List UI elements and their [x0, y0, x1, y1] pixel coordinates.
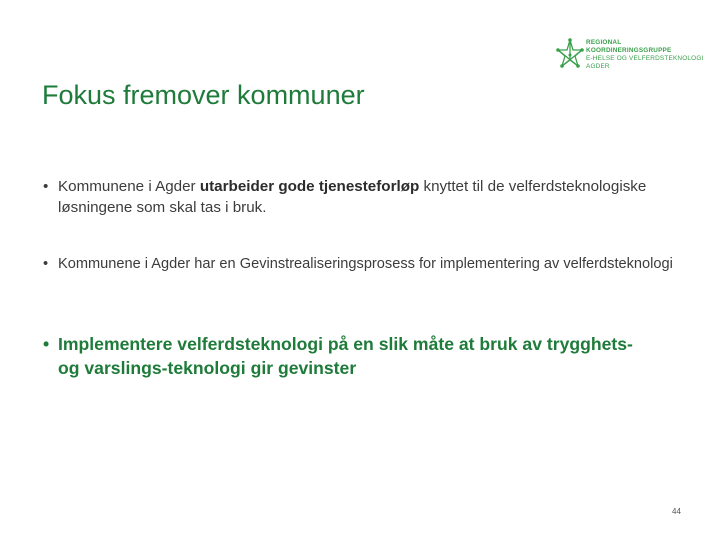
logo-line-4: AGDER: [586, 63, 610, 70]
logo-line-1: REGIONAL: [586, 39, 622, 46]
bullet-text: Kommunene i Agder har en Gevinstrealiseringsprosess for implementering av velferdsteknologi: [58, 256, 673, 272]
bullet-text: [58, 176, 658, 218]
organization-logo: [556, 37, 704, 77]
bullet-text: Implementere velferdsteknologi på en slik måte at bruk av trygghets- og varslings-teknologi gir gevinster: [58, 334, 633, 378]
star-network-icon: [556, 37, 584, 73]
bullet-text-post: knyttet til de velferdsteknologiske løsningene som skal tas i bruk.: [58, 178, 647, 216]
page-number: 44: [672, 507, 681, 516]
logo-text: [586, 39, 703, 71]
bullet-text-bold: utarbeider gode tjenesteforløp: [199, 178, 420, 195]
slide-title: Fokus fremover kommuner: [42, 80, 365, 110]
logo-line-3: E-HELSE OG VELFERDSTEKNOLOGI: [586, 55, 704, 62]
bullet-marker: •: [43, 256, 49, 272]
bullet-text-pre: Kommunene i Agder: [58, 178, 200, 195]
logo-line-2: KOORDINERINGSGRUPPE: [586, 47, 672, 54]
bullet-marker: •: [43, 334, 50, 354]
bullet-marker: •: [43, 178, 49, 195]
